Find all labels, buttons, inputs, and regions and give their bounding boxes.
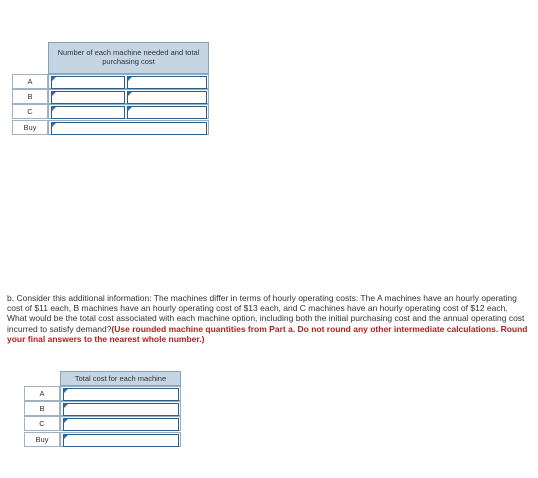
table2-row-b xyxy=(60,401,181,416)
table2-row-a xyxy=(60,386,181,401)
table2-row-c-cost-input[interactable] xyxy=(63,418,179,431)
table1-row-c xyxy=(48,104,209,119)
input-marker-icon xyxy=(64,419,68,423)
input-marker-icon xyxy=(52,92,56,96)
input-marker-icon xyxy=(128,107,132,111)
table1-row-c-quantity-input[interactable] xyxy=(51,106,125,119)
input-marker-icon xyxy=(52,77,56,81)
table2-row-a-cost-input[interactable] xyxy=(63,388,179,401)
table1-row-c-label: C xyxy=(12,104,48,119)
table2-row-b-cost-input[interactable] xyxy=(63,403,179,416)
input-marker-icon xyxy=(64,389,68,393)
table1-buy-label: Buy xyxy=(12,120,48,135)
table1-header-text: Number of each machine needed and total purchasing cost xyxy=(57,48,200,66)
table1-row-a-quantity-input[interactable] xyxy=(51,76,125,89)
table1-row-c-cost-input[interactable] xyxy=(127,106,207,119)
table1-header xyxy=(48,42,209,74)
table2-row-a-label: A xyxy=(24,386,60,401)
table2-header-text: Total cost for each machine xyxy=(74,374,167,383)
table2-buy-row xyxy=(60,432,181,447)
input-marker-icon xyxy=(128,77,132,81)
part-b-question-text: b. Consider this additional information: The machines differ in terms of hourly operating costs: The A machines have an hourly operating cost of $11 each, B machines have an hourly operating cost of $13 each, and C machines have an hourly operating cost of $12 each. What would be the total cost associated with each machine option, including both the initial purchasing cost and the annual operating cost incurred to satisfy demand? xyxy=(7,293,525,334)
table2-row-c xyxy=(60,416,181,431)
table1-buy-input[interactable] xyxy=(51,122,207,135)
table2-buy-label: Buy xyxy=(24,432,60,447)
table2-row-b-label: B xyxy=(24,401,60,416)
table2-header xyxy=(60,371,181,386)
input-marker-icon xyxy=(64,435,68,439)
table2-row-c-label: C xyxy=(24,416,60,431)
input-marker-icon xyxy=(64,404,68,408)
table1-row-b-cost-input[interactable] xyxy=(127,91,207,104)
input-marker-icon xyxy=(128,92,132,96)
table2-buy-input[interactable] xyxy=(63,434,179,447)
table1-buy-row xyxy=(48,120,209,135)
table1-row-b xyxy=(48,89,209,104)
input-marker-icon xyxy=(52,123,56,127)
table1-row-b-quantity-input[interactable] xyxy=(51,91,125,104)
part-b-instruction: (Use rounded machine quantities from Part a. Do not round any other intermediate calculations. Round your final answers to the nearest whole number.) xyxy=(7,323,528,344)
input-marker-icon xyxy=(52,107,56,111)
table1-row-a xyxy=(48,74,209,89)
table1-row-a-cost-input[interactable] xyxy=(127,76,207,89)
table1-row-b-label: B xyxy=(12,89,48,104)
part-b-question xyxy=(7,293,529,344)
table1-row-a-label: A xyxy=(12,74,48,89)
